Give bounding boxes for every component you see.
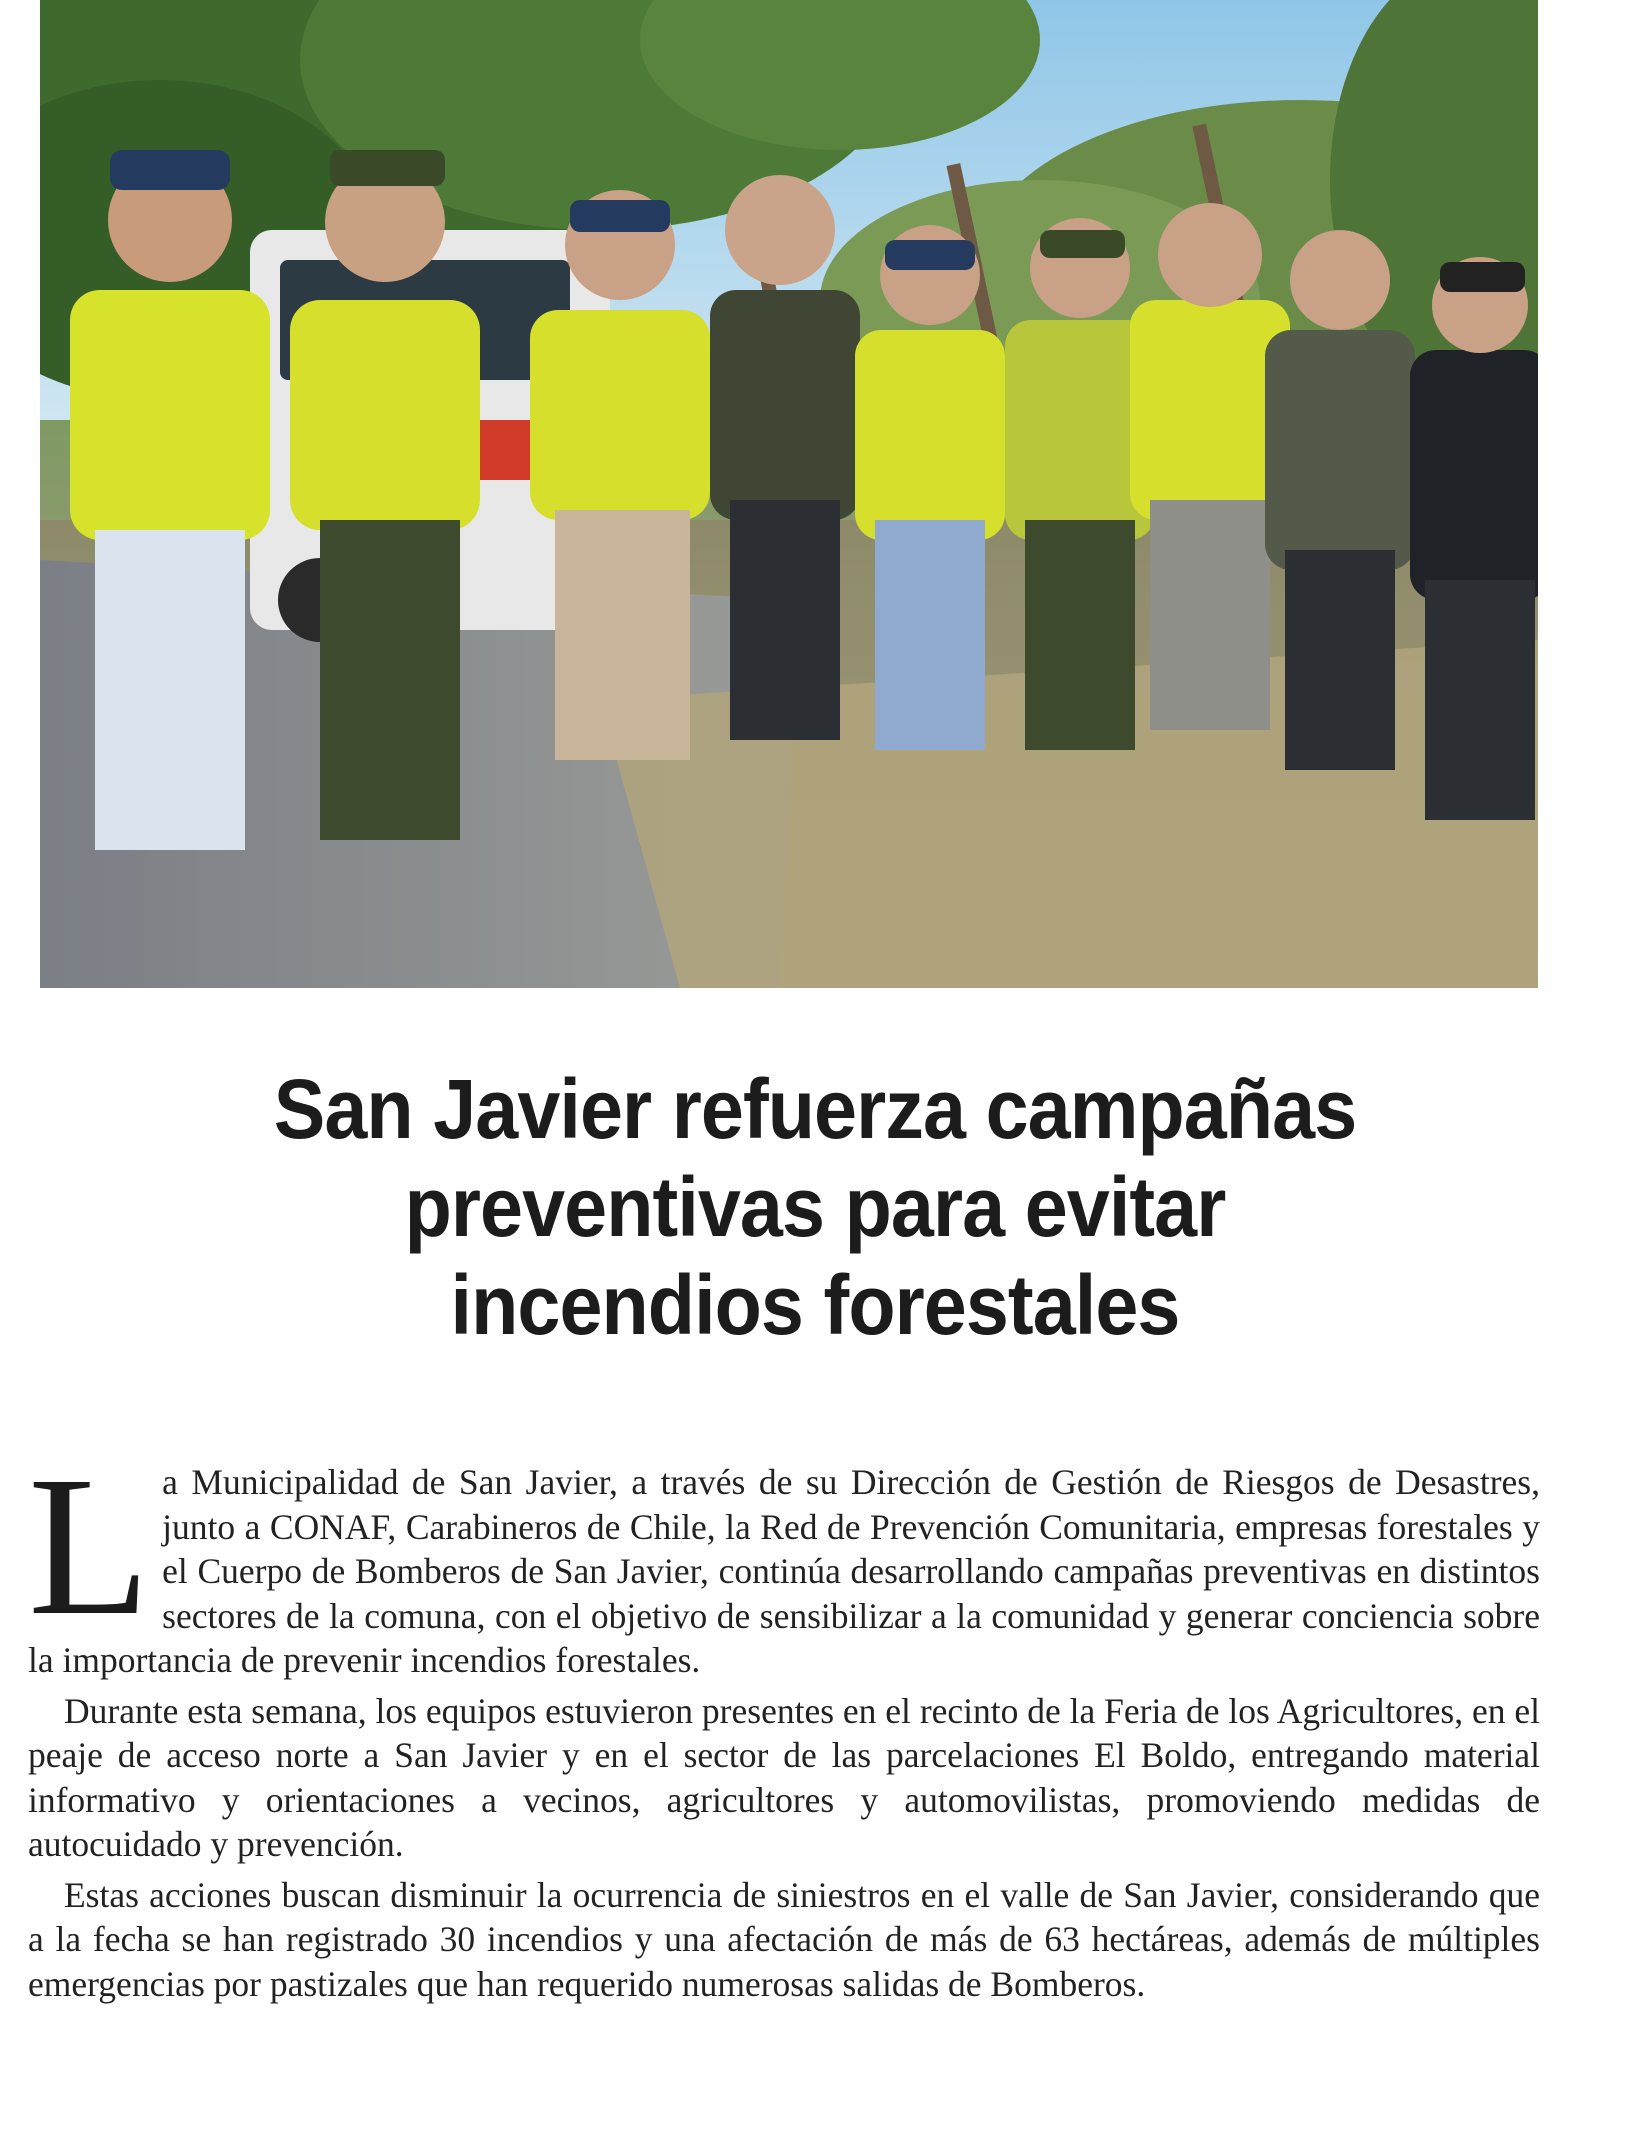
headline [65,1060,1565,1354]
paragraph-2: Durante esta semana, los equipos estuvieron presentes en el recinto de la Feria de los Agricultores, en el peaje de acceso norte a San Javier y en el sector de las parcelaciones El Boldo, entregando material informativo y orientaciones a vecinos, agricultores y automovilistas, promoviendo medidas de autocuidado y prevención. [28,1690,1540,1864]
article-body [28,1436,1540,2012]
headline-line-3: incendios forestales [450,1258,1180,1352]
headline-line-2: preventivas para evitar [404,1160,1226,1254]
headline-line-1: San Javier refuerza campañas [273,1062,1357,1156]
paragraph-3: Estas acciones buscan disminuir la ocurrencia de siniestros en el valle de San Javier, considerando que a la fecha se han registrado 30 incendios y una afectación de más de 63 hectáreas, además de múltiples emergencias por pastizales que han requerido numerosas salidas de Bomberos. [28,1874,1540,2004]
article-photo [40,0,1538,988]
drop-cap: L [28,1436,151,1657]
paragraph-1: a Municipalidad de San Javier, a través de su Dirección de Gestión de Riesgos de Desastres, junto a CONAF, Carabineros de Chile, la Red de Prevención Comunitaria, empresas forestales y el Cuerpo de Bomberos de San Javier, continúa desarrollando campañas preventivas en distintos sectores de la comuna, con el objetivo de sensibilizar a la comunidad y generar conciencia sobre la importancia de prevenir incendios forestales. [28,1462,1540,1680]
